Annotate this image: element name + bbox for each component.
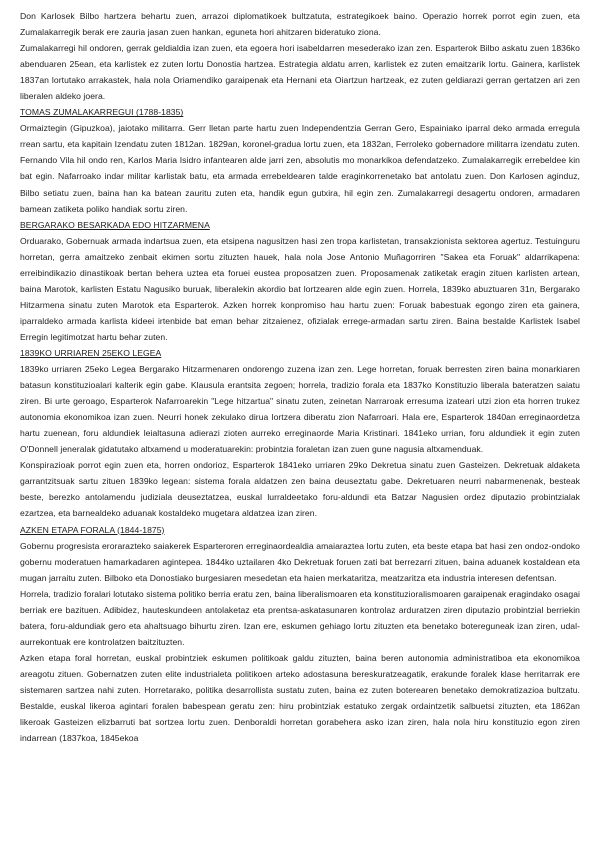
paragraph-1841-decree: Konspirazioak porrot egin zuen eta, horren ondorioz, Esparterok 1841eko urriaren 29ko Dekretua sinatu zuen Gasteizen. Dekretuak aldaketa garrantzitsuak sartu zituen 1839ko legean: sistema forala aldatzen zen baina deuseztatu gabe. Dekretuaren neurri nabarmenenak, besteak beste, berezko antolamendu judiziala deuseztatzea, euskal lurraldeetako foru-aldundi eta Batzar Nagusien ordez diputazio probintzialak ezartzea, eta barnealdeko aduanak kostaldeko mugetara aldatzea izan ziren. bbox=[20, 460, 580, 519]
paragraph-after-zumalakarregi: Zumalakarregi hil ondoren, gerrak geldialdia izan zuen, eta egoera hori isabeldarren mesederako izan zen. Esparterok Bilbo askatu zuen 1836ko abenduaren 25ean, eta karlistek ez zuten lortu Donostia hartzea. Estrategia aldatu arren, karlistek ez zuten emaitzarik lortu. Gainera, karlistek 1837an lortutako arrakastek, hala nola Oriamendiko garaipenak eta Hernani eta Oiartzun hartzeak, ez zuten geldiarazi gerran gertatzen ari zen liberalen aldeko joera. bbox=[20, 43, 580, 102]
paragraph-bilbo-siege: Don Karlosek Bilbo hartzera behartu zuen, arrazoi diplomatikoek bultzatuta, estrategikoek baino. Operazio horrek porrot egin zuen, eta Zumalakarregik berak ere zauria jasan zuen hankan, eguneta hori ahitzaren bideratuko ziona. bbox=[20, 11, 580, 38]
heading-last-foral-stage: AZKEN ETAPA FORALA (1844-1875) bbox=[20, 524, 165, 535]
paragraph-zumalakarregui-bio: Ormaiztegin (Gipuzkoa), jaiotako militarra. Gerr lletan parte hartu zuen Independentzia Gerran Gero, Espainiako iparral deko armada erregula rrean sartu, eta kapitain Izendatu zuten 1812an. 1829an, koronel-gradua lortu zuen, eta 1832an, Ferroleko gobernadore militarra izendatu zuten. Fernando Vila hil ondo ren, Karlos Maria Isidro infantearen alde jarri zen, absolutis mo monarkikoa defendatzeko. Zumalakarregik errebeldee kin bat egin. Nafarroako indar militar karlistak batu, eta armada errebeldearen talde eraginkorrenetako bat antolatu zuen. Don Karlosen aginduz, Bilbo setiatu zuen, baina han ka batean zauritu zuten eta, handik egun gutxira, hil egin zen. Zumalakarregi desagertu ondoren, armadaren bamean zatiketa poliko handiak sortu ziren. bbox=[20, 123, 580, 214]
heading-zumalakarregui: TOMAS ZUMALAKARREGUI (1788-1835) bbox=[20, 107, 184, 118]
document-page bbox=[20, 8, 580, 746]
heading-bergara: BERGARAKO BESARKADA EDO HITZARMENA bbox=[20, 219, 210, 230]
paragraph-1839-law: 1839ko urriaren 25eko Legea Bergarako Hitzarmenaren ondorengo zuzena izan zen. Lege horretan, foruak berresten ziren baina monarkiaren batasun konstituzioalari kalterik egin gabe. Klausula erantsita zegoen; horrela, tradizio forala eta 1837ko Konstituzio liberala bateratzen saiatu ziren. Bi urte geroago, Esparterok Nafarroarekin "Lege hitzartua" sinatu zuten, zeinetan Narraroak erresuma izateari utzi zion eta horren trukez autonomia ekonomikoa izan zuen. Neurri honek zekulako dirua lortzera diberatu zion Nafarroari. Hala ere, Esparterok 1840an erreginaordetza hartu zuenean, foru aldundiek leialtasuna adierazi zioten aurreko erreginaorde Maria Kristinari. 1841eko urrian, foru aldundiek it egin zuten O'Donnell jeneralak gidatutako altxamend u moderatuarekin: probintzia foraletan izan zuen gune nagusia altxamenduak. bbox=[20, 364, 580, 455]
heading-1839-law: 1839KO URRIAREN 25EKO LEGEA bbox=[20, 347, 162, 358]
paragraph-bergara: Orduarako, Gobernuak armada indartsua zuen, eta etsipena nagusitzen hasi zen tropa karlistetan, transakzionista sektorea agertuz. Testuinguru horretan, gerra amaitzeko zenbait ekimen sortu zituzten hauek, hala nola Jose Antonio Muñagorriren "Sakea eta Foruak" aldarrikapena: erreibindikazio dinastikoak bertan behera uztea eta foruei eustea proposatzen zuen. Proposamenak zatiketak eragin zituen karlisten artean, baina Marotok, karlisten Estatu Nagusiko buruak, liberalekin akordio bat lortzearen alde egin zuen. Horrela, 1839ko abuztuaren 31n, Bergarako Hitzarmena sinatu zuten Marotok eta Esparterok. Azken horrek konpromiso hau hartu zuen: Foruak babestuak egongo ziren eta gainera, iparraldeko armada karlista kideei irtenbide bat eman behar zitzaienez, ofizialak errege-armadan sartu ziren. Baina bestalde Karlistek Isabel Erregin legitimotzat hartu behar zuten. bbox=[20, 235, 580, 342]
paragraph-foral-autonomy: Azken etapa foral horretan, euskal probintziek eskumen politikoak galdu zituzten, baina beren autonomia administratiboa eta ekonomikoa areagotu zituen. Gobernatzen zuten elite industrialeta politikoen arteko adostasuna bereskuratzeagatik, erakunde foralek klase herritarrak ere sistemaren sartzea nahi zuten. Horretarako, politika desarrollista sustatu zuten, baina ez zuten boterearen benetako demokratizazioa bultzatu. Bestalde, euskal likeroa agintari foralen babespean geratu zen: hiru probintziak estatuko zergak ordaintzetik salbuetsi zituzten, eta 1862an likeroak Gasteizen elizbarruti bat sortzea lortu zuen. Denboraldi horretan gorabehera asko izan ziren, hala nola hiru konstituzio egon ziren indarrean (1837koa, 1845ekoa bbox=[20, 652, 580, 744]
paragraph-moderate-governments: Gobernu progresista erorarazteko saiakerek Esparteroren erreginaordealdia amaiaraztea lortu zuten, eta beste etapa bat hasi zen ondoz-ondoko gobernu moderatuen hamarkadaren agintepea. 1844ko uztailaren 4ko Dekretuak foruen zati bat berrezarri zituen, baina aduanek kostaldean eta mugan jarraitu zuten. Bilboko eta Donostiako burgesiaren mesedetan eta haien merkataritza, meatzaritza eta industria interesen defentsan. bbox=[20, 540, 580, 583]
paragraph-new-political-system: Horrela, tradizio foralari lotutako sistema politiko berria eratu zen, baina liberalismoaren eta konstituzioralismoaren garaipenak eragindako osagai berriak ere bazituen. Adibidez, hauteskundeen antolaketaz eta prentsa-askatasunaren kontrolaz arduratzen ziren diputazio probintzial berriekin batera, foru-aldundiak gero eta ahaltsuago bihurtu ziren. Izan ere, eskumen gehiago lortu zituzten eta benetako botereguneak izan ziren, udal-aurrekontuak ere kontrolatzen baitzituzten. bbox=[20, 588, 580, 647]
